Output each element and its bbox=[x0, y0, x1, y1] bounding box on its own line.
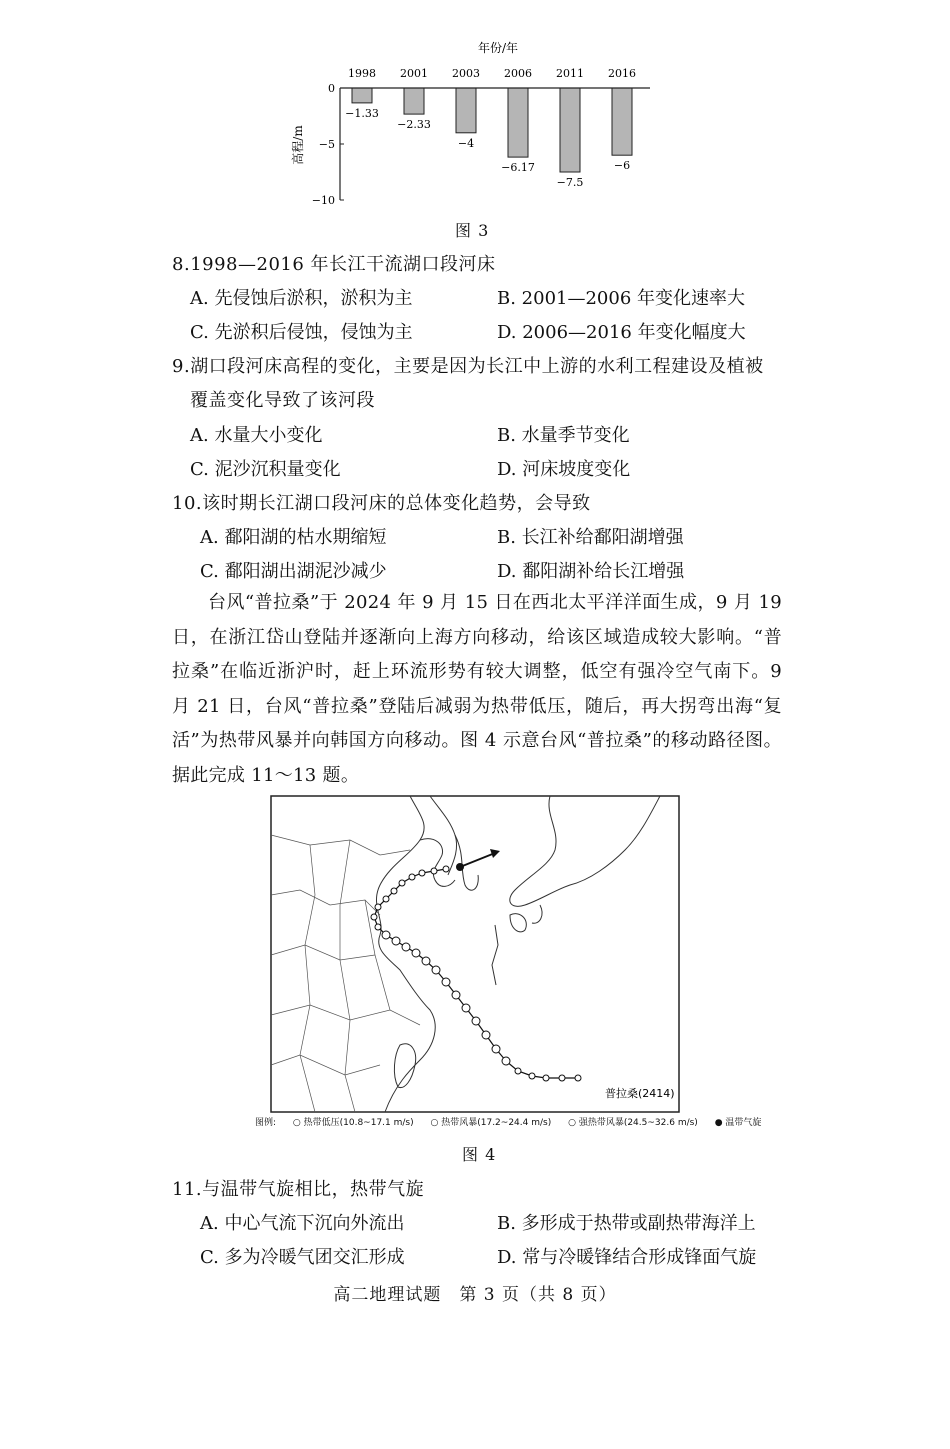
track-point bbox=[515, 1068, 521, 1074]
question-11-option-a[interactable]: A. 中心气流下沉向外流出 bbox=[200, 1213, 405, 1234]
track-point bbox=[412, 949, 420, 957]
track-point bbox=[392, 937, 400, 945]
figure4-caption: 图 4 bbox=[462, 1145, 497, 1164]
track-point bbox=[383, 896, 389, 902]
question-9-option-b[interactable]: B. 水量季节变化 bbox=[497, 425, 630, 446]
track-point bbox=[529, 1073, 535, 1079]
x-tick-labels bbox=[348, 67, 636, 80]
question-10-option-c[interactable]: C. 鄱阳湖出湖泥沙减少 bbox=[200, 561, 387, 582]
y-tick-1: −5 bbox=[318, 138, 335, 151]
track-point bbox=[431, 868, 437, 874]
track-point bbox=[443, 866, 449, 872]
legend-item-etc: ● 温带气旋 bbox=[714, 1118, 762, 1128]
question-9-option-c[interactable]: C. 泥沙沉积量变化 bbox=[190, 459, 341, 480]
legend-item-ts: ○ 热带风暴(17.2~24.4 m/s) bbox=[430, 1118, 552, 1128]
question-8-option-b[interactable]: B. 2001—2006 年变化速率大 bbox=[497, 288, 746, 309]
y-tick-labels bbox=[312, 82, 344, 207]
track-point bbox=[452, 991, 460, 999]
x-tick-2016: 2016 bbox=[608, 67, 636, 80]
question-8-option-c[interactable]: C. 先淤积后侵蚀，侵蚀为主 bbox=[190, 322, 413, 343]
track-point bbox=[559, 1075, 565, 1081]
track-point bbox=[371, 914, 377, 920]
track-point bbox=[402, 943, 410, 951]
track-point bbox=[422, 957, 430, 965]
track-point bbox=[462, 1004, 470, 1012]
question-8-option-a[interactable]: A. 先侵蚀后淤积，淤积为主 bbox=[190, 288, 413, 309]
value-label-2006: −6.17 bbox=[501, 161, 535, 175]
value-label-2016: −6 bbox=[613, 159, 631, 173]
value-label-2003: −4 bbox=[457, 136, 475, 150]
question-9-stem: 9.湖口段河床高程的变化，主要是因为长江中上游的水利工程建设及植被 bbox=[172, 356, 764, 377]
x-tick-2001: 2001 bbox=[400, 67, 428, 80]
question-10-stem: 10.该时期长江湖口段河床的总体变化趋势，会导致 bbox=[172, 493, 591, 514]
x-axis-title: 年份/年 bbox=[477, 41, 519, 55]
question-9-stem-line2: 覆盖变化导致了该河段 bbox=[190, 390, 375, 411]
bar-2016 bbox=[612, 88, 632, 155]
x-tick-2011: 2011 bbox=[556, 67, 584, 80]
value-labels bbox=[345, 107, 630, 189]
track-point bbox=[399, 880, 405, 886]
x-tick-1998: 1998 bbox=[348, 67, 376, 80]
value-label-2011: −7.5 bbox=[556, 176, 584, 189]
track-point bbox=[391, 888, 397, 894]
track-point bbox=[482, 1031, 490, 1039]
question-8-stem: 8.1998—2016 年长江干流湖口段河床 bbox=[172, 254, 496, 275]
question-11-option-b[interactable]: B. 多形成于热带或副热带海洋上 bbox=[497, 1213, 756, 1234]
question-10-option-a[interactable]: A. 鄱阳湖的枯水期缩短 bbox=[200, 527, 387, 548]
track-point bbox=[375, 904, 381, 910]
question-10-option-b[interactable]: B. 长江补给鄱阳湖增强 bbox=[497, 527, 684, 548]
track-point bbox=[472, 1017, 480, 1025]
typhoon-track-map bbox=[270, 795, 680, 1113]
track-point bbox=[502, 1057, 510, 1065]
bar-2001 bbox=[404, 88, 424, 114]
y-tick-0: 0 bbox=[328, 82, 335, 95]
track-point bbox=[432, 966, 440, 974]
question-11-stem: 11.与温带气旋相比，热带气旋 bbox=[172, 1179, 425, 1200]
question-9-option-a[interactable]: A. 水量大小变化 bbox=[190, 425, 323, 446]
question-11-option-d[interactable]: D. 常与冷暖锋结合形成锋面气旋 bbox=[497, 1247, 757, 1268]
value-label-1998: −1.33 bbox=[345, 106, 379, 120]
map-legend bbox=[255, 1115, 775, 1128]
map-frame bbox=[271, 796, 679, 1112]
track-point bbox=[575, 1075, 581, 1081]
question-10-option-d[interactable]: D. 鄱阳湖补给长江增强 bbox=[497, 561, 685, 582]
question-9-option-d[interactable]: D. 河床坡度变化 bbox=[497, 459, 631, 480]
typhoon-name-label: 普拉桑(2414) bbox=[605, 1087, 675, 1100]
legend-item-td: ○ 热带低压(10.8~17.1 m/s) bbox=[292, 1118, 414, 1128]
page-footer: 高二地理试题 第 3 页（共 8 页） bbox=[333, 1285, 617, 1305]
y-axis-title: 高程/m bbox=[291, 125, 305, 165]
elevation-bar-chart bbox=[280, 30, 680, 220]
bar-1998 bbox=[352, 88, 372, 103]
x-tick-2003: 2003 bbox=[452, 67, 480, 80]
question-8-option-d[interactable]: D. 2006—2016 年变化幅度大 bbox=[497, 322, 746, 343]
legend-item-sts: ○ 强热带风暴(24.5~32.6 m/s) bbox=[568, 1118, 698, 1128]
track-point bbox=[409, 874, 415, 880]
passage-text: 台风“普拉桑”于 2024 年 9 月 15 日在西北太平洋洋面生成，9 月 19 日，在浙江岱山登陆并逐渐向上海方向移动，给该区域造成较大影响。“普拉桑”在临近浙沪时，赶上环流形势有较大调整，低空有强冷空气南下。9 月 21 日，台风“普拉桑”登陆后减弱为热带低压，随后，再大拐弯出海“复活”为热带风暴并向韩国方向移动。图 4 示意台风“普拉桑”的移动路径图。据此完成 11～13 题。 bbox=[172, 592, 782, 786]
bar-2011 bbox=[560, 88, 580, 172]
figure3-caption: 图 3 bbox=[455, 221, 490, 240]
x-tick-2006: 2006 bbox=[504, 67, 532, 80]
bars bbox=[352, 88, 632, 175]
track-point bbox=[543, 1075, 549, 1081]
bar-2006 bbox=[508, 88, 528, 157]
value-label-2001: −2.33 bbox=[397, 118, 431, 132]
y-tick-2: −10 bbox=[311, 194, 335, 207]
track-point bbox=[375, 924, 381, 930]
question-11-option-c[interactable]: C. 多为冷暖气团交汇形成 bbox=[200, 1247, 405, 1268]
typhoon-passage bbox=[172, 586, 782, 793]
track-point bbox=[419, 870, 425, 876]
bar-2003 bbox=[456, 88, 476, 133]
track-point bbox=[442, 978, 450, 986]
legend-title: 图例: bbox=[255, 1118, 277, 1128]
track-point bbox=[382, 931, 390, 939]
track-point bbox=[492, 1045, 500, 1053]
